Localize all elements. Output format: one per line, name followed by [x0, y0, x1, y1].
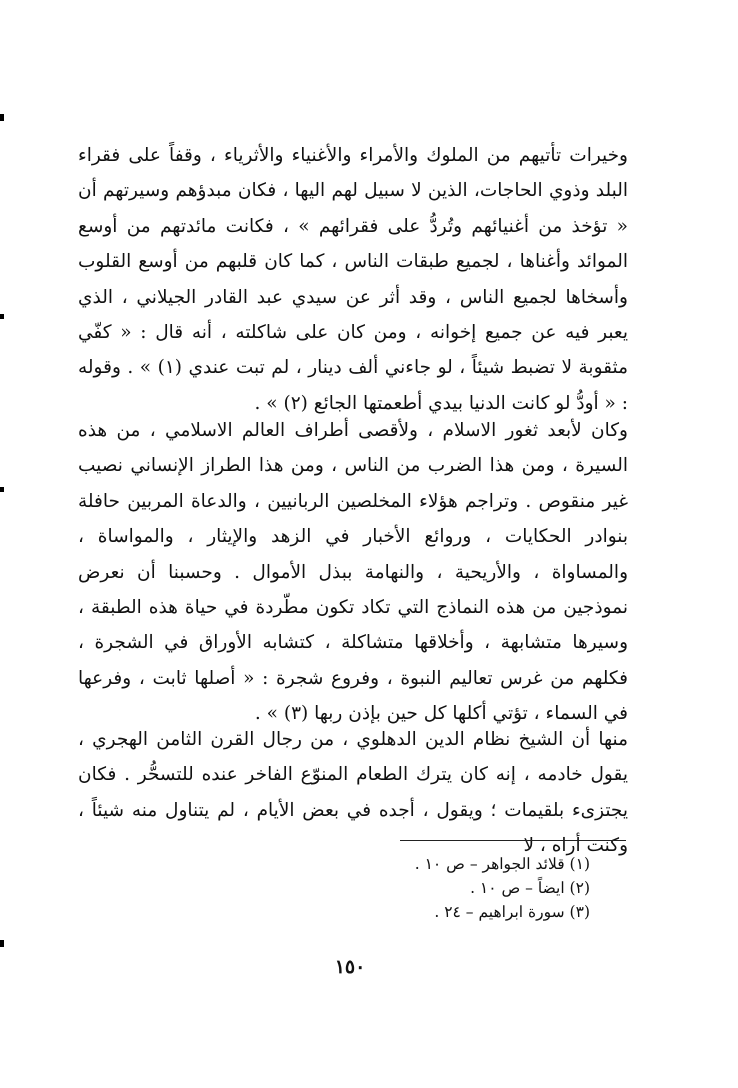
scan-margin-mark	[0, 487, 4, 492]
footnote-divider	[400, 840, 626, 841]
body-paragraph-3: منها أن الشيخ نظام الدين الدهلوي ، من رجال القرن الثامن الهجري ، يقول خادمه ، إنه كان يترك الطعام المنوّع الفاخر عنده للتسحُّر . فكان يجتزىء بلقيمات ؛ ويقول ، أجده في بعض الأيام ، لم يتناول منه شيئاً ، وكنت أراه ، لا	[78, 729, 628, 857]
scan-margin-mark	[0, 114, 4, 121]
body-paragraph-1: وخيرات تأتيهم من الملوك والأمراء والأغنياء والأثرياء ، وقفاً على فقراء البلد وذوي الحاجات، الذين لا سبيل لهم اليها ، فكان مبدؤهم وسيرتهم أن « تؤخذ من أغنيائهم وتُردُّ على فقرائهم » ، فكانت مائدتهم من أوسع الموائد وأغناها ، لجميع طبقات الناس ، كما كان قلبهم من أوسع القلوب وأسخاها لجميع الناس ، وقد أثر عن سيدي عبد القادر الجيلاني ، الذي يعبر فيه عن جميع إخوانه ، ومن كان على شاكلته ، أنه قال : « كفّي مثقوبة لا تضبط شيئاً ، لو جاءني ألف دينار ، لم تبت عندي (١) » . وقوله : « أودُّ لو كانت الدنيا بيدي أطعمتها الجائع (٢) » .	[78, 145, 628, 414]
scan-margin-mark	[0, 940, 4, 947]
footnote-2: (٢) ايضاً – ص ١٠ .	[470, 879, 590, 897]
body-paragraph-2: وكان لأبعد ثغور الاسلام ، ولأقصى أطراف العالم الاسلامي ، من هذه السيرة ، ومن هذا الضرب من الناس ، ومن هذا الطراز الإنساني نصيب غير منقوص . وتراجم هؤلاء المخلصين الربانيين ، والدعاة المربين حافلة بنوادر الحكايات ، وروائع الأخبار في الزهد والإيثار ، والمواساة ، والمساواة ، والأريحية ، والنهامة ببذل الأموال . وحسبنا أن نعرض نموذجين من هذه النماذج التي تكاد تكون مطّردة في حياة هذه الطبقة ، وسيرها متشابهة ، وأخلاقها متشاكلة ، كتشابه الأوراق في الشجرة ، فكلهم من غرس تعاليم النبوة ، وفروع شجرة : « أصلها ثابت ، وفرعها في السماء ، تؤتي أكلها كل حين بإذن ربها (٣) » .	[78, 420, 628, 725]
footnotes	[300, 852, 590, 924]
page-number: ١٥٠	[334, 956, 366, 978]
footnote-3: (٣) سورة ابراهيم – ٢٤ .	[434, 903, 590, 921]
footnote-1: (١) قلائد الجواهر – ص ١٠ .	[414, 855, 590, 873]
scan-margin-mark	[0, 314, 4, 319]
